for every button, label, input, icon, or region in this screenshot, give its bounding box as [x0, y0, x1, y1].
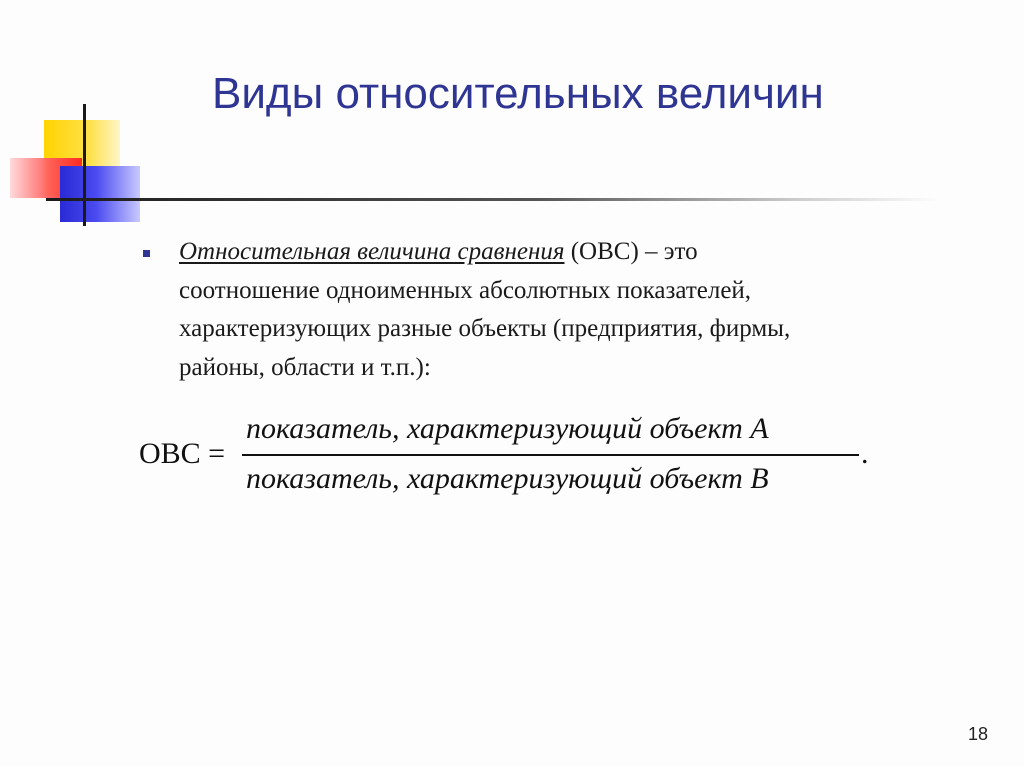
bullet-paragraph — [179, 233, 979, 387]
slide-title: Виды относительных величин — [212, 69, 824, 118]
bullet-line-2: соотношение одноименных абсолютных показателей, — [179, 276, 752, 304]
formula-numerator: показатель, характеризующий объект A — [246, 412, 769, 445]
formula-denominator: показатель, характеризующий объект B — [246, 462, 769, 495]
defined-term: Относительная величина сравнения — [179, 238, 565, 265]
formula-end-period: . — [861, 437, 869, 470]
bullet-line-4: районы, области и т.п.): — [179, 353, 431, 381]
bullet-line-3: характеризующих разные объекты (предприятия, фирмы, — [179, 315, 791, 342]
decorative-vertical-line — [83, 104, 86, 226]
formula-lhs: ОВС = — [139, 437, 226, 470]
fraction-bar — [242, 454, 859, 456]
formula — [139, 408, 899, 508]
bullet-line-1-rest: (ОВС) – это — [564, 238, 698, 265]
page-number: 18 — [968, 724, 989, 744]
title-divider-line — [46, 198, 940, 201]
decorative-blue-square — [60, 166, 140, 222]
square-bullet-icon — [143, 250, 150, 257]
